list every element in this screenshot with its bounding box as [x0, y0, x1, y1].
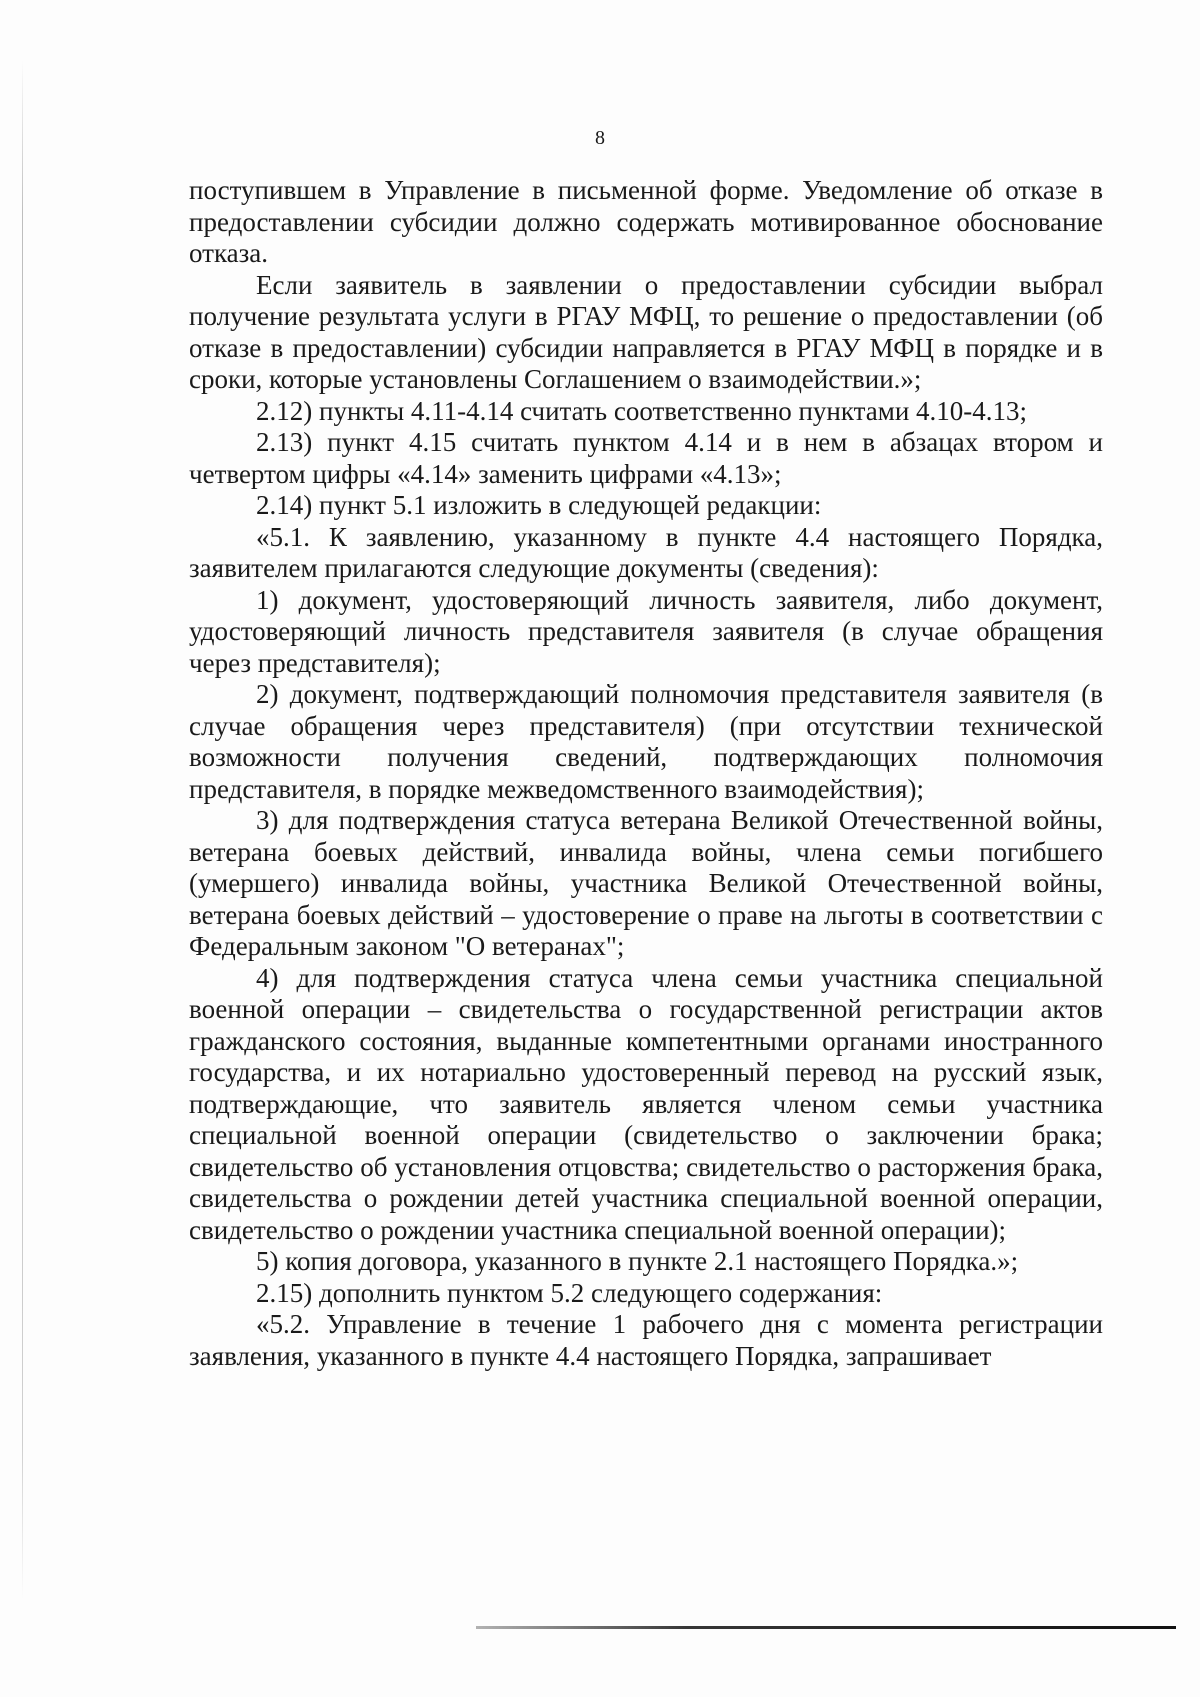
paragraph: 4) для подтверждения статуса члена семьи участника специальной военной операции – свидетельства о государственной регистрации актов гражданского состояния, выданные компетентными органами иностранного государства, и их нотариально удостоверенный перевод на русский язык, подтверждающие, что заявитель является членом семьи участника специальной военной операции (свидетельство о заключении брака; свидетельство об установления отцовства; свидетельство о расторжения брака, свидетельства о рождении детей участника специальной военной операции, свидетельство о рождении участника специальной военной операции);: [189, 962, 1103, 1245]
paragraph: «5.1. К заявлению, указанному в пункте 4.4 настоящего Порядка, заявителем прилагаются следующие документы (сведения):: [189, 521, 1103, 583]
paragraph: 2) документ, подтверждающий полномочия представителя заявителя (в случае обращения через представителя) (при отсутствии технической возможности получения сведений, подтверждающих полномочия представителя, в порядке межведомственного взаимодействия);: [189, 679, 1103, 804]
page-number: 8: [595, 127, 605, 149]
scan-edge-shadow: [22, 60, 23, 1600]
document-body: [189, 175, 1103, 1372]
paragraph: Если заявитель в заявлении о предоставлении субсидии выбрал получение результата услуги в РГАУ МФЦ, то решение о предоставлении (об отказе в предоставлении) субсидии направляется в РГАУ МФЦ в порядке и в сроки, которые установлены Соглашением о взаимодействии.»;: [189, 269, 1103, 394]
paragraph: 5) копия договора, указанного в пункте 2.1 настоящего Порядка.»;: [256, 1246, 1019, 1276]
paragraph: 2.13) пункт 4.15 считать пунктом 4.14 и в нем в абзацах втором и четвертом цифры «4.14» заменить цифрами «4.13»;: [189, 427, 1103, 489]
paragraph: поступившем в Управление в письменной форме. Уведомление об отказе в предоставлении субсидии должно содержать мотивированное обоснование отказа.: [189, 175, 1103, 268]
paragraph: 2.14) пункт 5.1 изложить в следующей редакции:: [256, 490, 822, 520]
paragraph: 1) документ, удостоверяющий личность заявителя, либо документ, удостоверяющий личность представителя заявителя (в случае обращения через представителя);: [189, 584, 1103, 678]
scan-bottom-line: [476, 1626, 1176, 1629]
paragraph: 2.12) пункты 4.11-4.14 считать соответственно пунктами 4.10-4.13;: [256, 395, 1028, 426]
paragraph: 2.15) дополнить пунктом 5.2 следующего содержания:: [256, 1277, 883, 1308]
paragraph: «5.2. Управление в течение 1 рабочего дня с момента регистрации заявления, указанного в пункте 4.4 настоящего Порядка, запрашивает: [189, 1309, 1103, 1371]
paragraph: 3) для подтверждения статуса ветерана Великой Отечественной войны, ветерана боевых действий, инвалида войны, члена семьи погибшего (умершего) инвалида войны, участника Великой Отечественной войны, ветерана боевых действий – удостоверение о праве на льготы в соответствии с Федеральным законом "О ветеранах";: [189, 805, 1103, 961]
